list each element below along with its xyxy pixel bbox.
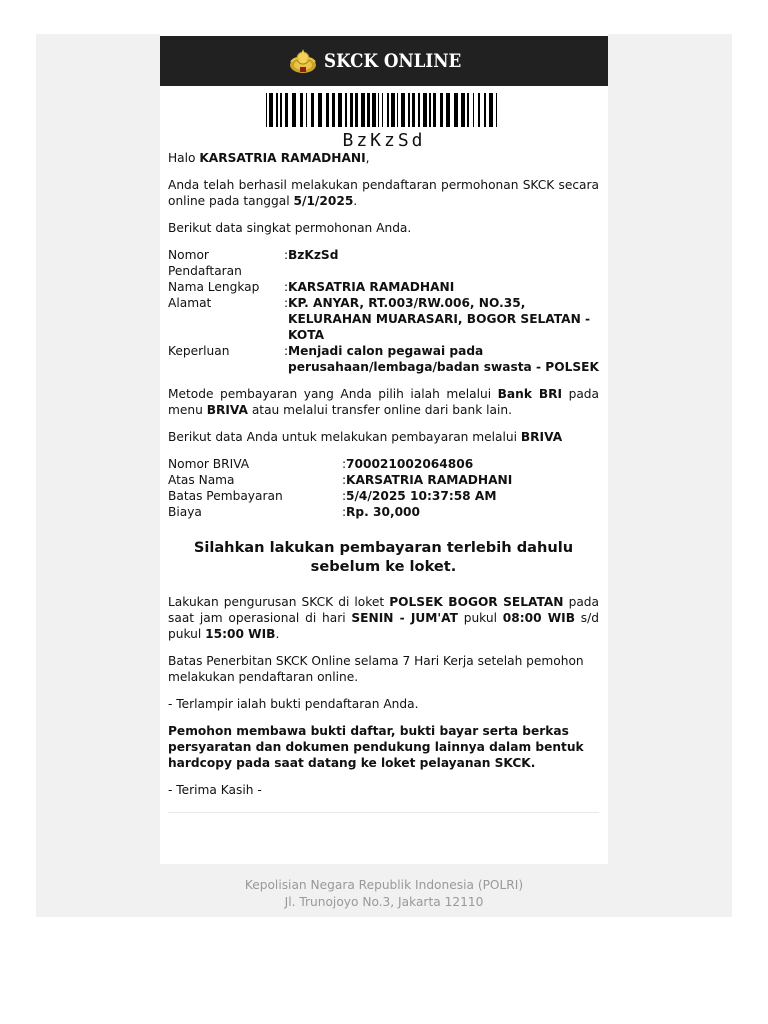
detail-separator: :	[284, 280, 289, 294]
thanks-text: - Terima Kasih -	[168, 783, 262, 797]
applicant-name: KARSATRIA RAMADHANI	[199, 151, 366, 165]
barcode-bar	[361, 93, 365, 127]
payment-label: Nomor BRIVA	[168, 457, 250, 471]
barcode-bar	[306, 93, 307, 127]
barcode-bar	[387, 93, 389, 127]
detail-value: BzKzSd	[288, 248, 339, 262]
payment-label: Batas Pembayaran	[168, 489, 283, 503]
barcode-bar	[440, 93, 443, 127]
payment-via: BRIVA	[520, 430, 563, 444]
payment-method-paragraph: Metode pembayaran yang Anda pilih ialah melalui Bank BRI pada menu BRIVA atau melalui transfer online dari bank lain.	[168, 387, 599, 417]
payment-label: Biaya	[168, 505, 202, 519]
brand-logo	[288, 46, 480, 76]
registration-barcode	[266, 93, 502, 127]
email-body	[168, 150, 599, 813]
barcode-bar	[478, 93, 480, 127]
detail-separator: :	[284, 296, 289, 310]
bring-documents-paragraph: Pemohon membawa bukti daftar, bukti bayar serta berkas persyaratan dan dokumen pendukung lainnya dalam bentuk hardcopy pada saat datang ke loket pelayanan SKCK.	[168, 724, 584, 770]
payment-value: 5/4/2025 10:37:58 AM	[346, 489, 497, 503]
footer-address: Jl. Trunojoyo No.3, Jakarta 12110	[284, 894, 484, 909]
barcode-bar	[473, 93, 474, 127]
barcode-bar	[461, 93, 465, 127]
payment-intro: Berikut data Anda untuk melakukan pembayaran melalui BRIVA	[168, 430, 563, 444]
barcode-bar	[266, 93, 267, 127]
end-time: 15:00 WIB	[205, 627, 276, 641]
barcode-bar	[326, 93, 329, 127]
barcode-bar	[276, 93, 278, 127]
email-background	[36, 34, 732, 917]
barcode-bar	[408, 93, 410, 127]
detail-value: Menjadi calon pegawai pada perusahaan/lembaga/badan swasta - POLSEK	[288, 344, 599, 374]
registration-date: 5/1/2025	[293, 194, 354, 208]
barcode-bar	[367, 93, 370, 127]
barcode-bar	[401, 93, 405, 127]
barcode-bar	[391, 93, 395, 127]
barcode-bar	[311, 93, 314, 127]
barcode-bar	[332, 93, 335, 127]
payment-menu: BRIVA	[206, 403, 248, 417]
detail-label: Nama Lengkap	[168, 280, 260, 294]
payment-notice: Silahkan lakukan pembayaran terlebih dahulu sebelum ke loket.	[193, 539, 574, 575]
detail-label: Keperluan	[168, 344, 230, 358]
office-name: POLSEK BOGOR SELATAN	[389, 595, 564, 609]
detail-separator: :	[284, 344, 289, 358]
payment-separator: :	[342, 457, 347, 471]
barcode-bar	[467, 93, 469, 127]
payment-separator: :	[342, 473, 347, 487]
barcode-bar	[382, 93, 383, 127]
divider	[168, 812, 599, 813]
barcode-bar	[397, 93, 398, 127]
barcode-bar	[378, 93, 379, 127]
barcode-bar	[292, 93, 296, 127]
detail-separator: :	[284, 248, 289, 262]
greeting: Halo KARSATRIA RAMADHANI,	[168, 151, 370, 165]
barcode-bar	[484, 93, 486, 127]
barcode-bar	[489, 93, 493, 127]
barcode-bar	[280, 93, 282, 127]
bank-name: Bank BRI	[497, 387, 563, 401]
intro-paragraph: Anda telah berhasil melakukan pendaftaran permohonan SKCK secara online pada tanggal 5/1/2025.	[168, 178, 599, 208]
counter-paragraph: Lakukan pengurusan SKCK di loket POLSEK BOGOR SELATAN pada saat jam operasional di hari SENIN - JUM'AT pukul 08:00 WIB s/d pukul 15:00 WIB.	[168, 595, 599, 641]
barcode-bar	[345, 93, 347, 127]
deadline-paragraph: Batas Penerbitan SKCK Online selama 7 Hari Kerja setelah pemohon melakukan pendaftaran online.	[168, 654, 584, 684]
barcode-bar	[350, 93, 353, 127]
barcode-bar	[446, 93, 450, 127]
registration-details	[168, 247, 599, 375]
detail-label: Alamat	[168, 296, 212, 310]
barcode-code: BzKzSd	[342, 130, 426, 151]
barcode-bar	[318, 93, 322, 127]
barcode-bar	[269, 93, 273, 127]
email-card	[160, 34, 608, 864]
attached-paragraph: - Terlampir ialah bukti pendaftaran Anda.	[168, 697, 419, 711]
payment-separator: :	[342, 505, 347, 519]
payment-details	[168, 456, 599, 520]
summary-intro: Berikut data singkat permohonan Anda.	[168, 221, 412, 235]
payment-label: Atas Nama	[168, 473, 235, 487]
barcode-bar	[300, 93, 303, 127]
header-banner	[160, 36, 608, 86]
payment-value: KARSATRIA RAMADHANI	[346, 473, 513, 487]
payment-value: 700021002064806	[346, 457, 474, 471]
barcode-bar	[496, 93, 497, 127]
operating-days: SENIN - JUM'AT	[351, 611, 458, 625]
barcode-bar	[418, 93, 420, 127]
barcode-bar	[338, 93, 342, 127]
barcode-bar	[355, 93, 358, 127]
payment-value: Rp. 30,000	[346, 505, 421, 519]
barcode-bar	[372, 93, 376, 127]
start-time: 08:00 WIB	[502, 611, 575, 625]
detail-label: Nomor Pendaftaran	[168, 248, 242, 278]
barcode-bar	[412, 93, 415, 127]
barcode-bar	[423, 93, 427, 127]
detail-value: KP. ANYAR, RT.003/RW.006, NO.35, KELURAHAN MUARASARI, BOGOR SELATAN - KOTA	[288, 296, 591, 342]
barcode-bar	[285, 93, 288, 127]
brand-title: SKCK ONLINE	[324, 50, 462, 72]
barcode-bar	[433, 93, 436, 127]
footer	[36, 877, 732, 910]
detail-value: KARSATRIA RAMADHANI	[288, 280, 455, 294]
barcode-bar	[454, 93, 458, 127]
footer-org: Kepolisian Negara Republik Indonesia (POLRI)	[244, 878, 524, 892]
payment-separator: :	[342, 489, 347, 503]
barcode-bar	[429, 93, 431, 127]
polri-emblem-icon	[288, 46, 318, 76]
